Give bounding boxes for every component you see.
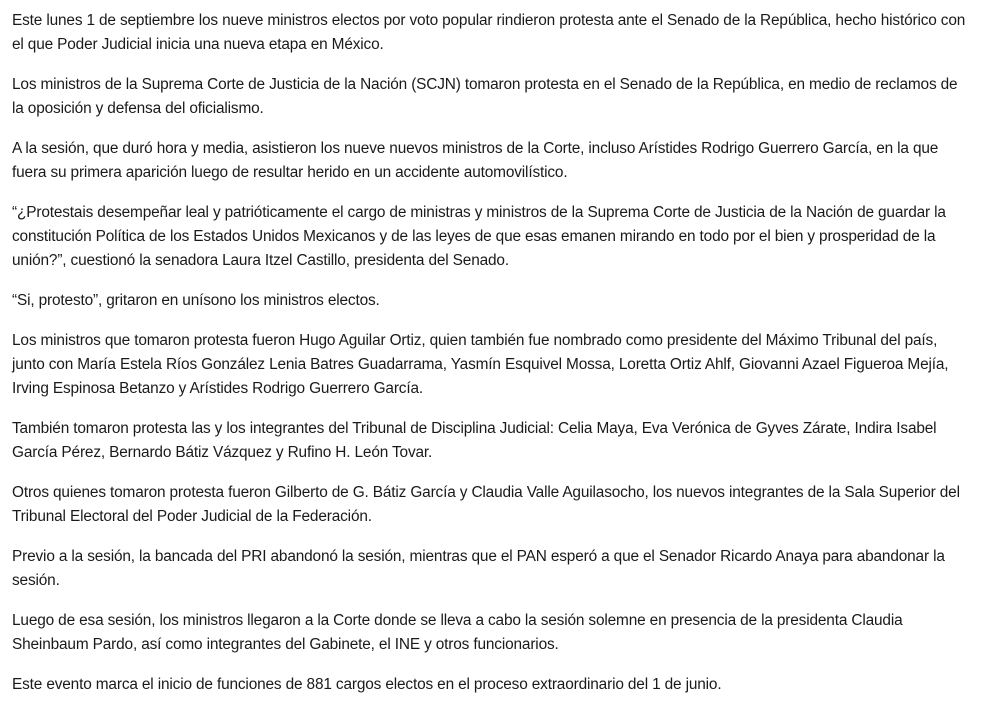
article-paragraph: Previo a la sesión, la bancada del PRI abandonó la sesión, mientras que el PAN esperó a que el Senador Ricardo Anaya para abandonar la sesión.	[12, 548, 945, 589]
article-paragraph: “Si, protesto”, gritaron en unísono los ministros electos.	[12, 292, 380, 309]
article-paragraph: Este lunes 1 de septiembre los nueve ministros electos por voto popular rindieron protesta ante el Senado de la República, hecho histórico con el que Poder Judicial inicia una nueva etapa en México.	[12, 12, 966, 53]
article-paragraph: Este evento marca el inicio de funciones de 881 cargos electos en el proceso extraordinario del 1 de junio.	[12, 676, 722, 693]
article-paragraph: “¿Protestais desempeñar leal y patrióticamente el cargo de ministras y ministros de la Suprema Corte de Justicia de la Nación de guardar la constitución Política de los Estados Unidos Mexicanos y de las leyes de que esas emanen mirando en todo por el bien y prosperidad de la unión?”, cuestionó la senadora Laura Itzel Castillo, presidenta del Senado.	[12, 204, 946, 269]
article-paragraph: A la sesión, que duró hora y media, asistieron los nueve nuevos ministros de la Corte, incluso Arístides Rodrigo Guerrero García, en la que fuera su primera aparición luego de resultar herido en un accidente automovilístico.	[12, 140, 939, 181]
article-paragraph: Los ministros que tomaron protesta fueron Hugo Aguilar Ortiz, quien también fue nombrado como presidente del Máximo Tribunal del país, junto con María Estela Ríos González Lenia Batres Guadarrama, Yasmín Esquivel Mossa, Loretta Ortiz Ahlf, Giovanni Azael Figueroa Mejía, Irving Espinosa Betanzo y Arístides Rodrigo Guerrero García.	[12, 332, 949, 397]
article-paragraph: Otros quienes tomaron protesta fueron Gilberto de G. Bátiz García y Claudia Valle Aguilasocho, los nuevos integrantes de la Sala Superior del Tribunal Electoral del Poder Judicial de la Federación.	[12, 484, 960, 525]
article-paragraph: Los ministros de la Suprema Corte de Justicia de la Nación (SCJN) tomaron protesta en el Senado de la República, en medio de reclamos de la oposición y defensa del oficialismo.	[12, 76, 958, 117]
article-paragraph: También tomaron protesta las y los integrantes del Tribunal de Disciplina Judicial: Celia Maya, Eva Verónica de Gyves Zárate, Indira Isabel García Pérez, Bernardo Bátiz Vázquez y Rufino H. León Tovar.	[12, 420, 937, 461]
article-paragraph: Luego de esa sesión, los ministros llegaron a la Corte donde se lleva a cabo la sesión solemne en presencia de la presidenta Claudia Sheinbaum Pardo, así como integrantes del Gabinete, el INE y otros funcionarios.	[12, 612, 903, 653]
